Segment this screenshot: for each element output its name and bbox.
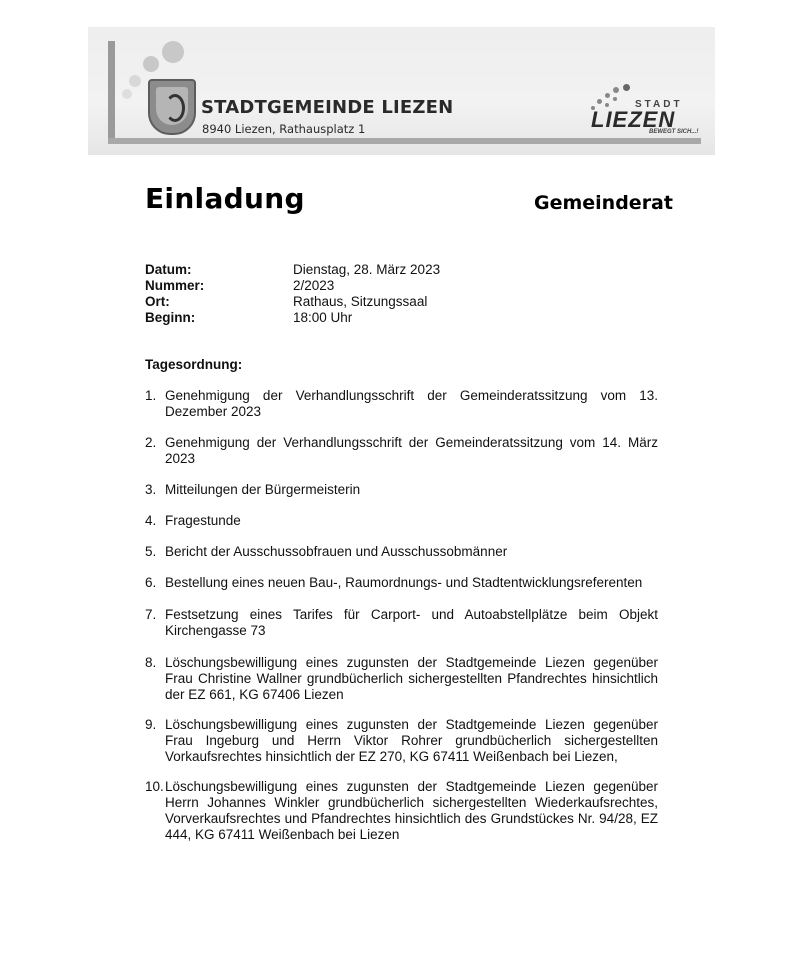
agenda-item	[145, 544, 658, 560]
meta-label: Ort:	[145, 294, 170, 309]
agenda-item	[145, 779, 658, 843]
meta-row-start	[145, 310, 665, 326]
agenda-item-text: Fragestunde	[165, 513, 241, 528]
agenda-item	[145, 575, 658, 591]
agenda-item	[145, 435, 658, 467]
organization-name: STADTGEMEINDE LIEZEN	[201, 97, 454, 118]
meta-value: Dienstag, 28. März 2023	[293, 262, 441, 277]
banner-left-bar	[108, 41, 115, 141]
agenda-item	[145, 655, 658, 703]
agenda-item	[145, 388, 658, 420]
agenda-item	[145, 513, 658, 529]
meta-label: Nummer:	[145, 278, 205, 293]
agenda-item-number: 5.	[145, 544, 157, 559]
agenda-item-number: 9.	[145, 717, 157, 732]
meta-value: 18:00 Uhr	[293, 310, 353, 325]
meta-row-number	[145, 278, 665, 294]
document-title: Einladung	[145, 182, 305, 215]
agenda-item-text: Bestellung eines neuen Bau-, Raumordnungs- und Stadtentwicklungsreferenten	[165, 575, 643, 590]
banner-bottom-rule	[108, 138, 701, 144]
agenda-item-text: Löschungsbewilligung eines zugunsten der Stadtgemeinde Liezen gegenüber Frau Ingeburg und Herrn Viktor Rohrer grundbücherlich sichergestellten Vorkaufsrechtes hinsichtlich der EZ 270, KG 67411 Weißenbach bei Liezen,	[165, 717, 658, 764]
banner-dot	[129, 75, 141, 87]
stadt-liezen-logo	[583, 79, 708, 139]
agenda-item-number: 8.	[145, 655, 157, 670]
letterhead-banner	[88, 27, 715, 155]
agenda-item-text: Genehmigung der Verhandlungsschrift der Gemeinderatssitzung vom 13. Dezember 2023	[165, 388, 658, 419]
meta-row-date	[145, 262, 665, 278]
agenda-item-text: Genehmigung der Verhandlungsschrift der Gemeinderatssitzung vom 14. März 2023	[165, 435, 658, 466]
logo-liezen-text: LIEZEN	[591, 107, 676, 132]
meta-value: 2/2023	[293, 278, 335, 293]
meta-row-location	[145, 294, 665, 310]
agenda-item-number: 7.	[145, 607, 157, 622]
agenda-heading: Tagesordnung:	[145, 357, 243, 372]
agenda-item-number: 4.	[145, 513, 157, 528]
agenda-item	[145, 607, 658, 639]
agenda-item-number: 6.	[145, 575, 157, 590]
banner-dot	[162, 41, 184, 63]
meta-label: Datum:	[145, 262, 192, 277]
coat-of-arms-icon	[148, 79, 196, 135]
agenda-item-number: 2.	[145, 435, 157, 450]
meta-label: Beginn:	[145, 310, 196, 325]
logo-slogan: BEWEGT SICH...!	[649, 129, 699, 135]
agenda-item-number: 1.	[145, 388, 157, 403]
organization-address: 8940 Liezen, Rathausplatz 1	[202, 122, 366, 136]
banner-dot	[122, 89, 132, 99]
banner-dot	[143, 56, 159, 72]
agenda-item-number: 3.	[145, 482, 157, 497]
logo-stadt-text: STADT	[635, 99, 683, 110]
agenda-item-text: Löschungsbewilligung eines zugunsten der Stadtgemeinde Liezen gegenüber Frau Christine Wallner grundbücherlich sichergestellten Pfandrechtes hinsichtlich der EZ 661, KG 67406 Liezen	[165, 655, 658, 702]
agenda-item-number: 10.	[145, 779, 164, 794]
agenda-item-text: Bericht der Ausschussobfrauen und Ausschussobmänner	[165, 544, 508, 559]
document-subtitle: Gemeinderat	[534, 192, 673, 214]
meta-value: Rathaus, Sitzungssaal	[293, 294, 428, 309]
agenda-item-text: Mitteilungen der Bürgermeisterin	[165, 482, 361, 497]
agenda-item	[145, 717, 658, 765]
agenda-item-text: Festsetzung eines Tarifes für Carport- und Autoabstellplätze beim Objekt Kirchengasse 73	[165, 607, 658, 638]
agenda-item-text: Löschungsbewilligung eines zugunsten der Stadtgemeinde Liezen gegenüber Herrn Johannes Winkler grundbücherlich sichergestellten Wiederkaufsrechtes, Vorverkaufsrechtes und Pfandrechtes hinsichtlich des Grundstückes Nr. 94/28, EZ 444, KG 67411 Weißenbach bei Liezen	[165, 779, 658, 842]
meeting-details	[145, 262, 665, 326]
agenda-item	[145, 482, 658, 498]
